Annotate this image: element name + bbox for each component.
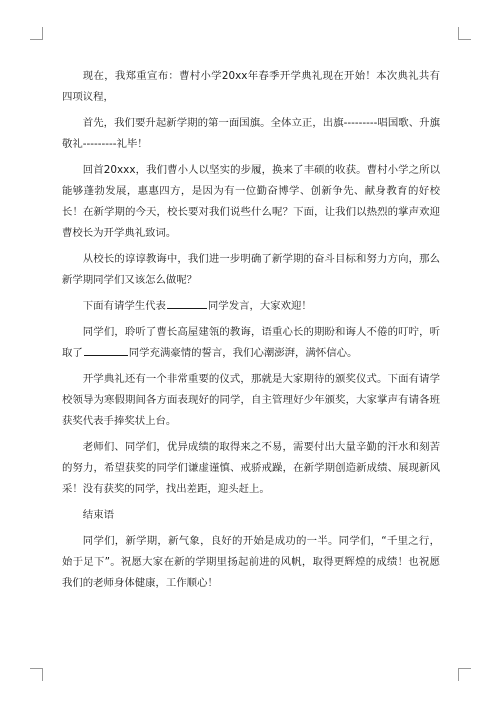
paragraph-closing: 同学们，新学期，新气象，良好的开始是成功的一半。同学们，“千里之行，始于足下”。祝愿大家在新的学期里扬起前进的风帆，取得更辉煌的成绩！也祝愿我们的老师身体健康，工作顺心！ — [62, 535, 440, 589]
fill-in-blank — [167, 296, 207, 309]
paragraph-encouragement: 老师们、同学们，优异成绩的取得来之不易，需要付出大量辛勤的汗水和刻苦的努力，希望获奖的同学们谦虚谨慎、戒骄戒躁，在新学期创造新成绩、展现新风采！没有获奖的同学，找出差距，迎头赶上。 — [62, 441, 440, 495]
paragraph-student-representative — [62, 296, 440, 317]
section-heading-closing: 结束语 — [82, 509, 114, 521]
paragraph-text: 同学发言，大家欢迎！ — [207, 300, 312, 312]
crop-mark-top-left — [30, 27, 43, 40]
paragraph-reflection — [62, 322, 440, 364]
paragraph-text: 同学们，聆听了曹长高屋建瓴的教诲，语重心长的期盼和诲人不倦的叮咛，听取了 — [62, 326, 440, 359]
paragraph-text: 下面有请学生代表 — [82, 300, 166, 312]
document-body[interactable] — [62, 66, 440, 599]
paragraph-opening: 现在，我郑重宣布：曹村小学20xx年春季开学典礼现在开始！本次典礼共有四项议程， — [62, 70, 440, 103]
paragraph-award-ceremony: 开学典礼还有一个非常重要的仪式，那就是大家期待的颁奖仪式。下面有请学校领导为寒假期间各方面表现好的同学，自主管理好少年颁奖，大家掌声有请各班获奖代表手捧奖状上台。 — [62, 373, 440, 427]
fill-in-blank — [84, 343, 128, 356]
crop-mark-bottom-right — [458, 668, 471, 681]
paragraph-flag-raising: 首先，我们要升起新学期的第一面国旗。全体立正，出旗---------唱国歌、升旗敬礼---------礼毕！ — [62, 117, 440, 150]
paragraph-review: 回首20xxx，我们曹小人以坚实的步履，换来了丰硕的收获。曹村小学之所以能够蓬勃发展，惠惠四方，是因为有一位勤奋博学、创新争先、献身教育的好校长！在新学期的今天，校长要对我们说些什么呢？下面，让我们以热烈的掌声欢迎曹校长为开学典礼致词。 — [62, 164, 440, 239]
paragraph-text: 同学充满豪情的誓言，我们心潮澎湃，满怀信心。 — [128, 347, 358, 359]
crop-mark-bottom-left — [30, 668, 43, 681]
paragraph-transition: 从校长的谆谆教诲中，我们进一步明确了新学期的奋斗目标和努力方向，那么新学期同学们又该怎么做呢？ — [62, 253, 440, 286]
crop-mark-top-right — [458, 27, 471, 40]
